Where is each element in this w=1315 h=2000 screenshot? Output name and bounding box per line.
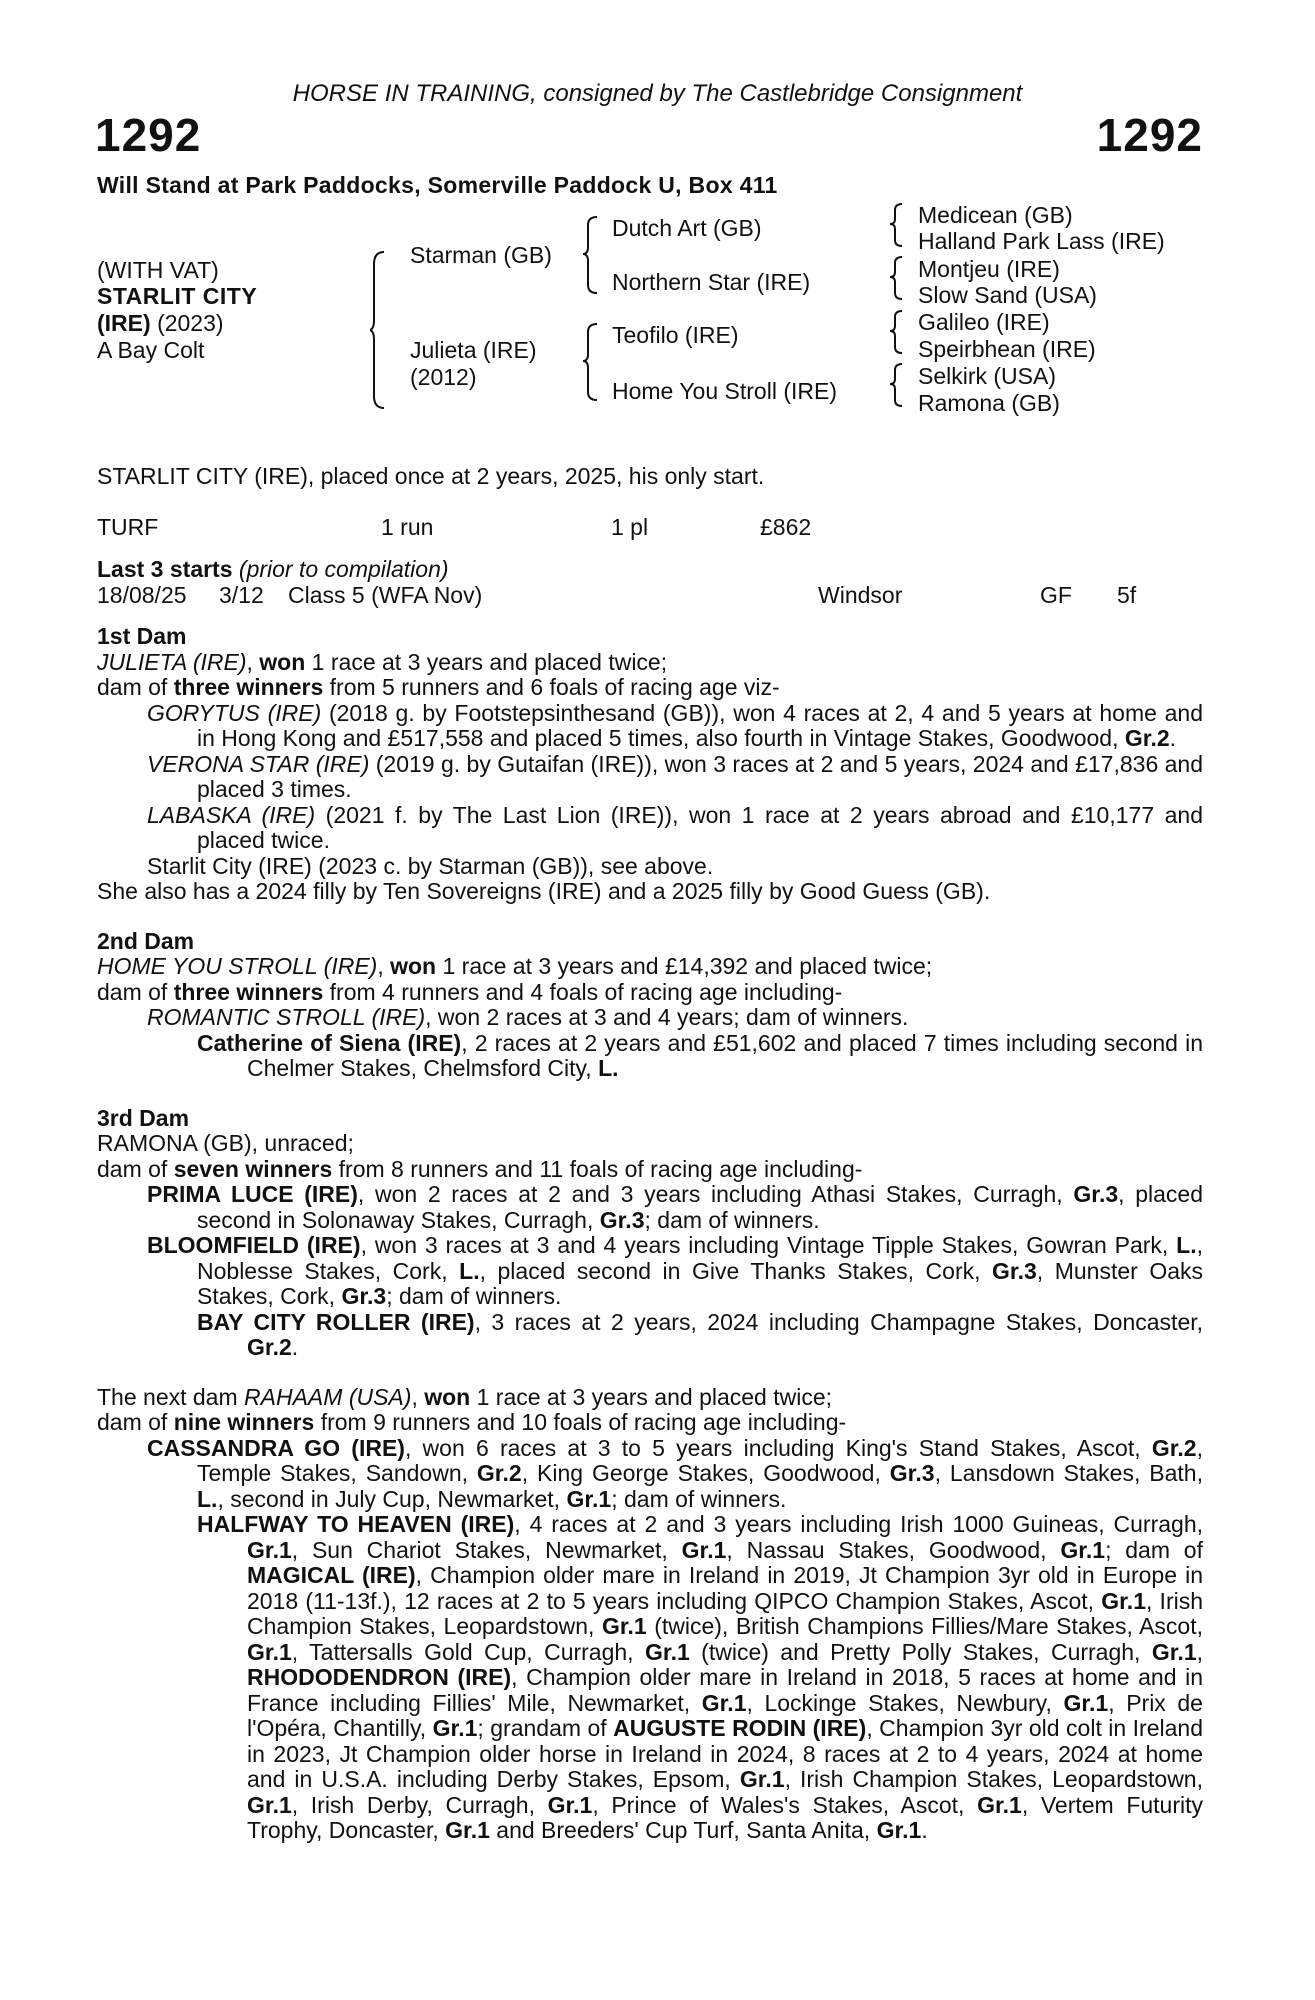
pedigree-gen3-4: Slow Sand (USA) (918, 282, 1097, 308)
grade: Gr.1 (247, 1791, 292, 1818)
t: , second in July Cup, Newmarket, (217, 1485, 567, 1512)
next-dam-name: RAHAAM (USA) (244, 1383, 412, 1410)
grade: Gr.1 (566, 1485, 612, 1512)
winners-count: nine winners (173, 1409, 315, 1435)
progeny-name: PRIMA LUCE (IRE) (147, 1181, 358, 1207)
grade: Gr.2 (1151, 1434, 1197, 1461)
progeny-text: , won 2 races at 3 and 4 years; dam of winners. (425, 1004, 909, 1030)
pedigree-sire-sire: Dutch Art (GB) (612, 215, 762, 241)
first-dam-record-text: 1 race at 3 years and placed twice; (305, 648, 668, 675)
pedigree-dam-sire: Teofilo (IRE) (612, 322, 739, 348)
grade: Gr.1 (247, 1536, 292, 1563)
t: 1 race at 3 years and placed twice; (470, 1383, 833, 1410)
t: ; dam of winners. (644, 1206, 820, 1233)
t: , Champion older mare in Ireland in 2019, Jt Champion 3yr old in Europe in 2018 (11-13f.), 12 races at 2 to 5 years including QIPCO Champion Stakes, Ascot, (247, 1562, 1203, 1614)
t: , Lockinge Stakes, Newbury, (746, 1689, 1064, 1716)
dam-of-suffix: from 5 runners and 6 foals of racing age viz- (323, 674, 780, 700)
t: , Irish Derby, Curragh, (291, 1791, 548, 1818)
dam-of-prefix: dam of (97, 1409, 174, 1435)
t: , Irish Champion Stakes, Leopardstown, (247, 1587, 1204, 1639)
pedigree-dam: Julieta (IRE) (410, 337, 537, 363)
t: . (291, 1334, 299, 1360)
grade: L. (1176, 1232, 1197, 1258)
grade: Gr.1 (977, 1791, 1022, 1818)
progeny-text: , 2 races at 2 years and £51,602 and placed 7 times including second in Chelmer Stakes, Chelmsford City, (247, 1029, 1203, 1081)
stand-location: Will Stand at Park Paddocks, Somerville Paddock U, Box 411 (97, 172, 778, 198)
dam-of-suffix: from 4 runners and 4 foals of racing age including- (323, 978, 843, 1005)
progeny-end: . (1169, 725, 1177, 751)
progeny-name: RHODODENDRON (IRE) (247, 1664, 512, 1690)
t: , Temple Stakes, Sandown, (197, 1434, 1203, 1486)
pedigree-sire: Starman (GB) (410, 242, 552, 268)
grade: Gr.2 (476, 1460, 522, 1486)
grade: Gr.1 (876, 1817, 922, 1843)
winners-count: three winners (173, 674, 324, 700)
dam-of-prefix: dam of (97, 978, 174, 1005)
grade: Gr.1 (739, 1766, 785, 1792)
progeny-entry (97, 701, 1203, 752)
progeny-entry (97, 1031, 1203, 1082)
grade: Gr.1 (1063, 1689, 1109, 1716)
progeny-entry (97, 1182, 1203, 1233)
pedigree-brace-dam (583, 322, 599, 402)
grade: Gr.1 (547, 1791, 593, 1818)
grade: Gr.1 (247, 1638, 292, 1665)
winners-count: three winners (173, 978, 324, 1005)
second-dam-dam-of (97, 980, 1203, 1006)
t: , Prince of Wales's Stakes, Ascot, (592, 1791, 978, 1818)
start-course: Windsor (818, 582, 903, 608)
grade: L. (459, 1257, 480, 1284)
first-dam-dam-of (97, 675, 1203, 701)
third-dam-dam-of (97, 1157, 1203, 1183)
record-runs: 1 run (381, 514, 434, 540)
start-date: 18/08/25 (97, 582, 187, 608)
progeny-entry (97, 752, 1203, 803)
t: , placed second in Solonaway Stakes, Curragh, (197, 1181, 1203, 1233)
consignor-header: HORSE IN TRAINING, consigned by The Castlebridge Consignment (292, 80, 1023, 107)
progeny-name: GORYTUS (IRE) (147, 699, 322, 726)
race-summary: STARLIT CITY (IRE), placed once at 2 years, 2025, his only start. (97, 463, 765, 489)
progeny-name: HALFWAY TO HEAVEN (IRE) (197, 1511, 515, 1537)
t: , won 3 races at 3 and 4 years including Vintage Tipple Stakes, Gowran Park, (360, 1232, 1177, 1258)
progeny-name: VERONA STAR (IRE) (147, 750, 370, 777)
last-starts-note: (prior to compilation) (238, 556, 449, 582)
t: (twice) and Pretty Polly Stakes, Curragh, (689, 1638, 1152, 1665)
grade: Gr.3 (341, 1283, 387, 1309)
last-starts-heading (97, 556, 449, 583)
winners-count: seven winners (173, 1155, 333, 1182)
start-position: 3/12 (219, 582, 264, 608)
pedigree-gen3-8: Ramona (GB) (918, 390, 1060, 416)
grade: L. (197, 1485, 218, 1512)
second-dam-heading: 2nd Dam (97, 927, 195, 954)
pedigree-brace-g1 (890, 202, 904, 248)
start-class: Class 5 (WFA Nov) (288, 582, 483, 608)
grade: Gr.3 (599, 1206, 645, 1233)
pedigree-brace-g2 (890, 255, 904, 301)
t: , Sun Chariot Stakes, Newmarket, (291, 1536, 682, 1563)
grade: Gr.1 (445, 1817, 490, 1843)
pedigree-gen3-1: Medicean (GB) (918, 202, 1073, 228)
t: ; dam of winners. (386, 1283, 562, 1309)
grade: Gr.3 (1073, 1181, 1119, 1207)
t: ; dam of winners. (611, 1485, 787, 1512)
first-dam-record: JULIETA (IRE), won 1 race at 3 years and placed twice; (97, 648, 668, 675)
t: . (921, 1817, 928, 1843)
t: , Munster Oaks Stakes, Cork, (197, 1257, 1204, 1309)
second-dam-name: HOME YOU STROLL (IRE) (97, 953, 378, 979)
dam-of-suffix: from 9 runners and 10 foals of racing age including- (314, 1409, 847, 1435)
first-dam-name: JULIETA (IRE) (97, 648, 247, 675)
t: The next dam (97, 1383, 245, 1410)
progeny-name: BAY CITY ROLLER (IRE) (197, 1308, 475, 1335)
progeny-entry (97, 1310, 1203, 1361)
progeny-name: BLOOMFIELD (IRE) (147, 1232, 361, 1258)
vat-label: (WITH VAT) (97, 257, 219, 283)
won-label: won (390, 953, 437, 979)
t: (twice), British Champions Fillies/Mare Stakes, Ascot, (646, 1613, 1203, 1639)
lot-number-left: 1292 (95, 109, 202, 161)
t: , Irish Champion Stakes, Leopardstown, (784, 1766, 1203, 1792)
t: , Champion 3yr old colt in Ireland in 2023, Jt Champion older horse in Ireland in 2024, 8 races at 2 to 4 years, 2024 at home and in U.S.A. including Derby Stakes, Epsom, (247, 1715, 1203, 1792)
t: , Vertem Futurity Trophy, Doncaster, (247, 1791, 1204, 1843)
progeny-entry (97, 803, 1203, 854)
grade: L. (598, 1055, 619, 1081)
horse-name-suffix-year (97, 310, 224, 337)
pedigree-brace-g4 (890, 362, 904, 408)
t: , Nassau Stakes, Goodwood, (726, 1536, 1061, 1563)
grade: Gr.1 (601, 1613, 647, 1639)
t: , 4 races at 2 and 3 years including Irish 1000 Guineas, Curragh, (514, 1511, 1203, 1537)
t: , Lansdown Stakes, Bath, (934, 1460, 1203, 1486)
pedigree-sire-dam: Northern Star (IRE) (612, 269, 811, 295)
progeny-entry (97, 1233, 1203, 1310)
progeny-text: (2021 f. by The Last Lion (IRE)), won 1 race at 2 years abroad and £10,177 and placed twice. (197, 801, 1203, 853)
pedigree-dam-dam: Home You Stroll (IRE) (612, 378, 837, 404)
first-dam-also: She also has a 2024 filly by Ten Sovereigns (IRE) and a 2025 filly by Good Guess (GB). (97, 878, 991, 904)
horse-year: (2023) (157, 310, 224, 336)
pedigree-brace-g3 (890, 309, 904, 355)
pedigree-gen3-7: Selkirk (USA) (918, 363, 1057, 389)
grade: Gr.3 (889, 1460, 935, 1486)
t: and Breeders' Cup Turf, Santa Anita, (489, 1817, 877, 1843)
pedigree-gen3-2: Halland Park Lass (IRE) (918, 228, 1165, 254)
pedigree-gen3-6: Speirbhean (IRE) (918, 336, 1096, 362)
first-dam-heading: 1st Dam (97, 623, 187, 649)
t: , placed second in Give Thanks Stakes, Cork, (479, 1257, 993, 1284)
grade: Gr.1 (432, 1715, 478, 1741)
progeny-entry (97, 1436, 1203, 1513)
pedigree-brace-sire (583, 215, 599, 295)
grade: Gr.1 (645, 1638, 690, 1665)
t: , 3 races at 2 years, 2024 including Champagne Stakes, Doncaster, (474, 1308, 1204, 1335)
t: , King George Stakes, Goodwood, (521, 1460, 890, 1486)
next-dam-dam-of (97, 1410, 1203, 1436)
last-starts-title: Last 3 starts (97, 556, 233, 582)
t: , won 2 races at 2 and 3 years including Athasi Stakes, Curragh, (357, 1181, 1074, 1207)
t: , won 6 races at 3 to 5 years including King's Stand Stakes, Ascot, (404, 1434, 1152, 1461)
t: , Champion older mare in Ireland in 2018, 5 races at home and in France including Fillies' Mile, Newmarket, (247, 1664, 1203, 1716)
progeny-name: ROMANTIC STROLL (IRE) (147, 1004, 426, 1030)
horse-name: STARLIT CITY (97, 283, 258, 309)
progeny-entry (97, 1005, 1203, 1031)
t: , (411, 1383, 425, 1410)
grade: Gr.1 (681, 1536, 727, 1563)
dam-of-suffix: from 8 runners and 11 foals of racing age including- (332, 1155, 863, 1182)
record-surface: TURF (97, 514, 159, 540)
pedigree-dam-year: (2012) (410, 364, 477, 390)
horse-description: A Bay Colt (97, 337, 205, 363)
start-going: GF (1040, 582, 1072, 608)
t: , (1196, 1638, 1204, 1665)
grade: Gr.2 (247, 1334, 292, 1360)
progeny-name: CASSANDRA GO (IRE) (147, 1434, 405, 1461)
next-dam-record (97, 1385, 1203, 1411)
t: , Noblesse Stakes, Cork, (197, 1232, 1203, 1284)
progeny-name: MAGICAL (IRE) (247, 1562, 416, 1588)
grade: Gr.1 (701, 1689, 747, 1716)
progeny-name: Catherine of Siena (IRE) (197, 1029, 462, 1056)
produce-record (97, 624, 1203, 1844)
record-places: 1 pl (611, 514, 649, 540)
pedigree-gen3-3: Montjeu (IRE) (918, 256, 1060, 282)
t: ; grandam of (477, 1715, 614, 1741)
grade: Gr.1 (1101, 1587, 1146, 1614)
third-dam-record: RAMONA (GB), unraced; (97, 1130, 354, 1156)
t: , Tattersalls Gold Cup, Curragh, (291, 1638, 645, 1665)
progeny-name: AUGUSTE RODIN (IRE) (613, 1715, 867, 1741)
lot-number-right: 1292 (1096, 109, 1203, 161)
horse-country: (IRE) (97, 310, 151, 336)
grade: Gr.1 (1060, 1536, 1106, 1563)
progeny-entry: Starlit City (IRE) (2023 c. by Starman (GB)), see above. (147, 852, 714, 879)
grade: Gr.1 (1151, 1638, 1197, 1665)
grade: Gr.3 (992, 1257, 1037, 1284)
pedigree-gen3-5: Galileo (IRE) (918, 309, 1050, 335)
won-label: won (424, 1383, 471, 1410)
won-label: won (259, 648, 306, 675)
pedigree-brace-main (370, 250, 386, 410)
progeny-text: (2018 g. by Footstepsinthesand (GB)), won 4 races at 2, 4 and 5 years at home and in Hong Kong and £517,558 and placed 5 times, also fourth in Vintage Stakes, Goodwood, (197, 699, 1203, 751)
dam-of-prefix: dam of (97, 1155, 174, 1182)
third-dam-heading: 3rd Dam (97, 1104, 190, 1131)
dam-of-prefix: dam of (97, 674, 174, 700)
progeny-text: (2019 g. by Gutaifan (IRE)), won 3 races at 2 and 5 years, 2024 and £17,836 and placed 3 times. (197, 750, 1203, 802)
second-dam-record-text: 1 race at 3 years and £14,392 and placed twice; (436, 953, 933, 979)
start-distance: 5f (1117, 582, 1137, 608)
second-dam-record: HOME YOU STROLL (IRE), won 1 race at 3 years and £14,392 and placed twice; (97, 953, 933, 979)
t: ; dam of (1105, 1536, 1203, 1563)
record-earnings: £862 (760, 514, 812, 540)
grade: Gr.2 (1124, 725, 1170, 751)
progeny-entry (97, 1512, 1203, 1844)
progeny-name: LABASKA (IRE) (147, 801, 316, 828)
t: , Prix de l'Opéra, Chantilly, (247, 1689, 1203, 1741)
